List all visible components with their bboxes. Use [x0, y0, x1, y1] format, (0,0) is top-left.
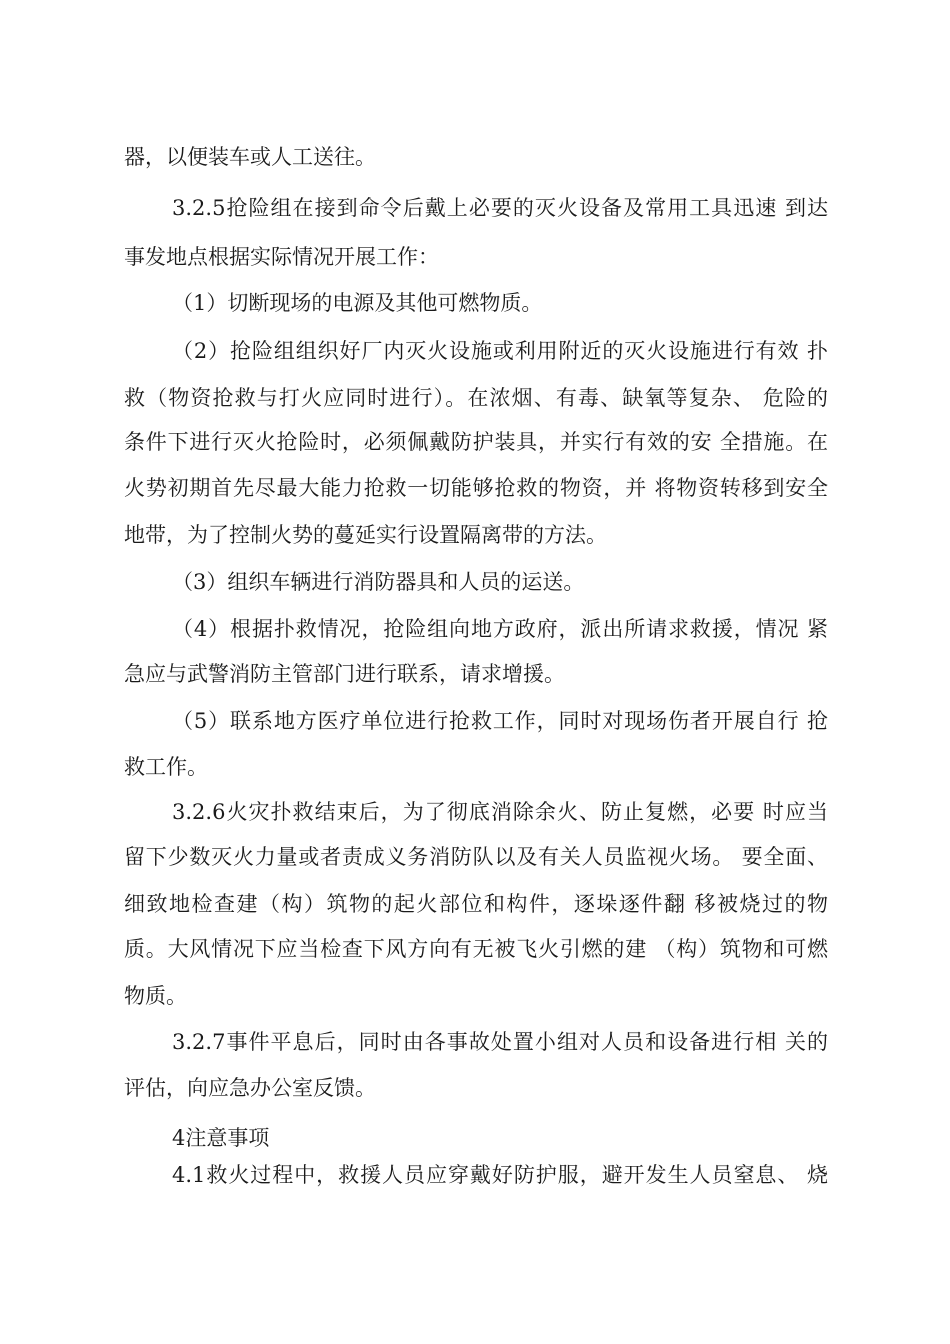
section-heading: 4注意事项	[172, 1126, 270, 1150]
text-line: 急应与武警消防主管部门进行联系，请求增援。	[124, 662, 565, 686]
text-line: 质。大风情况下应当检查下风方向有无被飞火引燃的建 （构）筑物和可燃	[124, 937, 828, 961]
text-line: （4）根据扑救情况，抢险组向地方政府，派出所请求救援，情况 紧	[172, 617, 828, 641]
text-line: 评估，向应急办公室反馈。	[124, 1076, 376, 1100]
text-line: 细致地检查建（构）筑物的起火部位和构件，逐垛逐件翻 移被烧过的物	[124, 892, 828, 916]
text-line: 器，以便装车或人工送往。	[124, 145, 376, 169]
text-line: 3.2.5抢险组在接到命令后戴上必要的灭火设备及常用工具迅速 到达	[172, 196, 828, 220]
text-line: （5）联系地方医疗单位进行抢救工作，同时对现场伤者开展自行 抢	[172, 709, 828, 733]
text-line: （2）抢险组组织好厂内灭火设施或利用附近的灭火设施进行有效 扑	[172, 339, 828, 363]
text-line: 救（物资抢救与打火应同时进行）。在浓烟、有毒、缺氧等复杂、 危险的	[124, 386, 828, 410]
text-line: 4.1救火过程中，救援人员应穿戴好防护服，避开发生人员窒息、 烧	[172, 1163, 828, 1187]
text-line: 条件下进行灭火抢险时，必须佩戴防护装具，并实行有效的安 全措施。在	[124, 430, 828, 454]
text-line: 留下少数灭火力量或者责成义务消防队以及有关人员监视火场。 要全面、	[124, 845, 828, 869]
text-line: 3.2.7事件平息后，同时由各事故处置小组对人员和设备进行相 关的	[172, 1030, 828, 1054]
text-line: 火势初期首先尽最大能力抢救一切能够抢救的物资，并 将物资转移到安全	[124, 476, 828, 500]
text-line: 3.2.6火灾扑救结束后，为了彻底消除余火、防止复燃，必要 时应当	[172, 800, 828, 824]
text-line: 事发地点根据实际情况开展工作：	[124, 245, 439, 269]
text-line: 地带，为了控制火势的蔓延实行设置隔离带的方法。	[124, 523, 607, 547]
text-line: 救工作。	[124, 755, 208, 779]
text-line: （1）切断现场的电源及其他可燃物质。	[172, 291, 543, 315]
text-line: （3）组织车辆进行消防器具和人员的运送。	[172, 570, 585, 594]
text-line: 物质。	[124, 984, 187, 1008]
